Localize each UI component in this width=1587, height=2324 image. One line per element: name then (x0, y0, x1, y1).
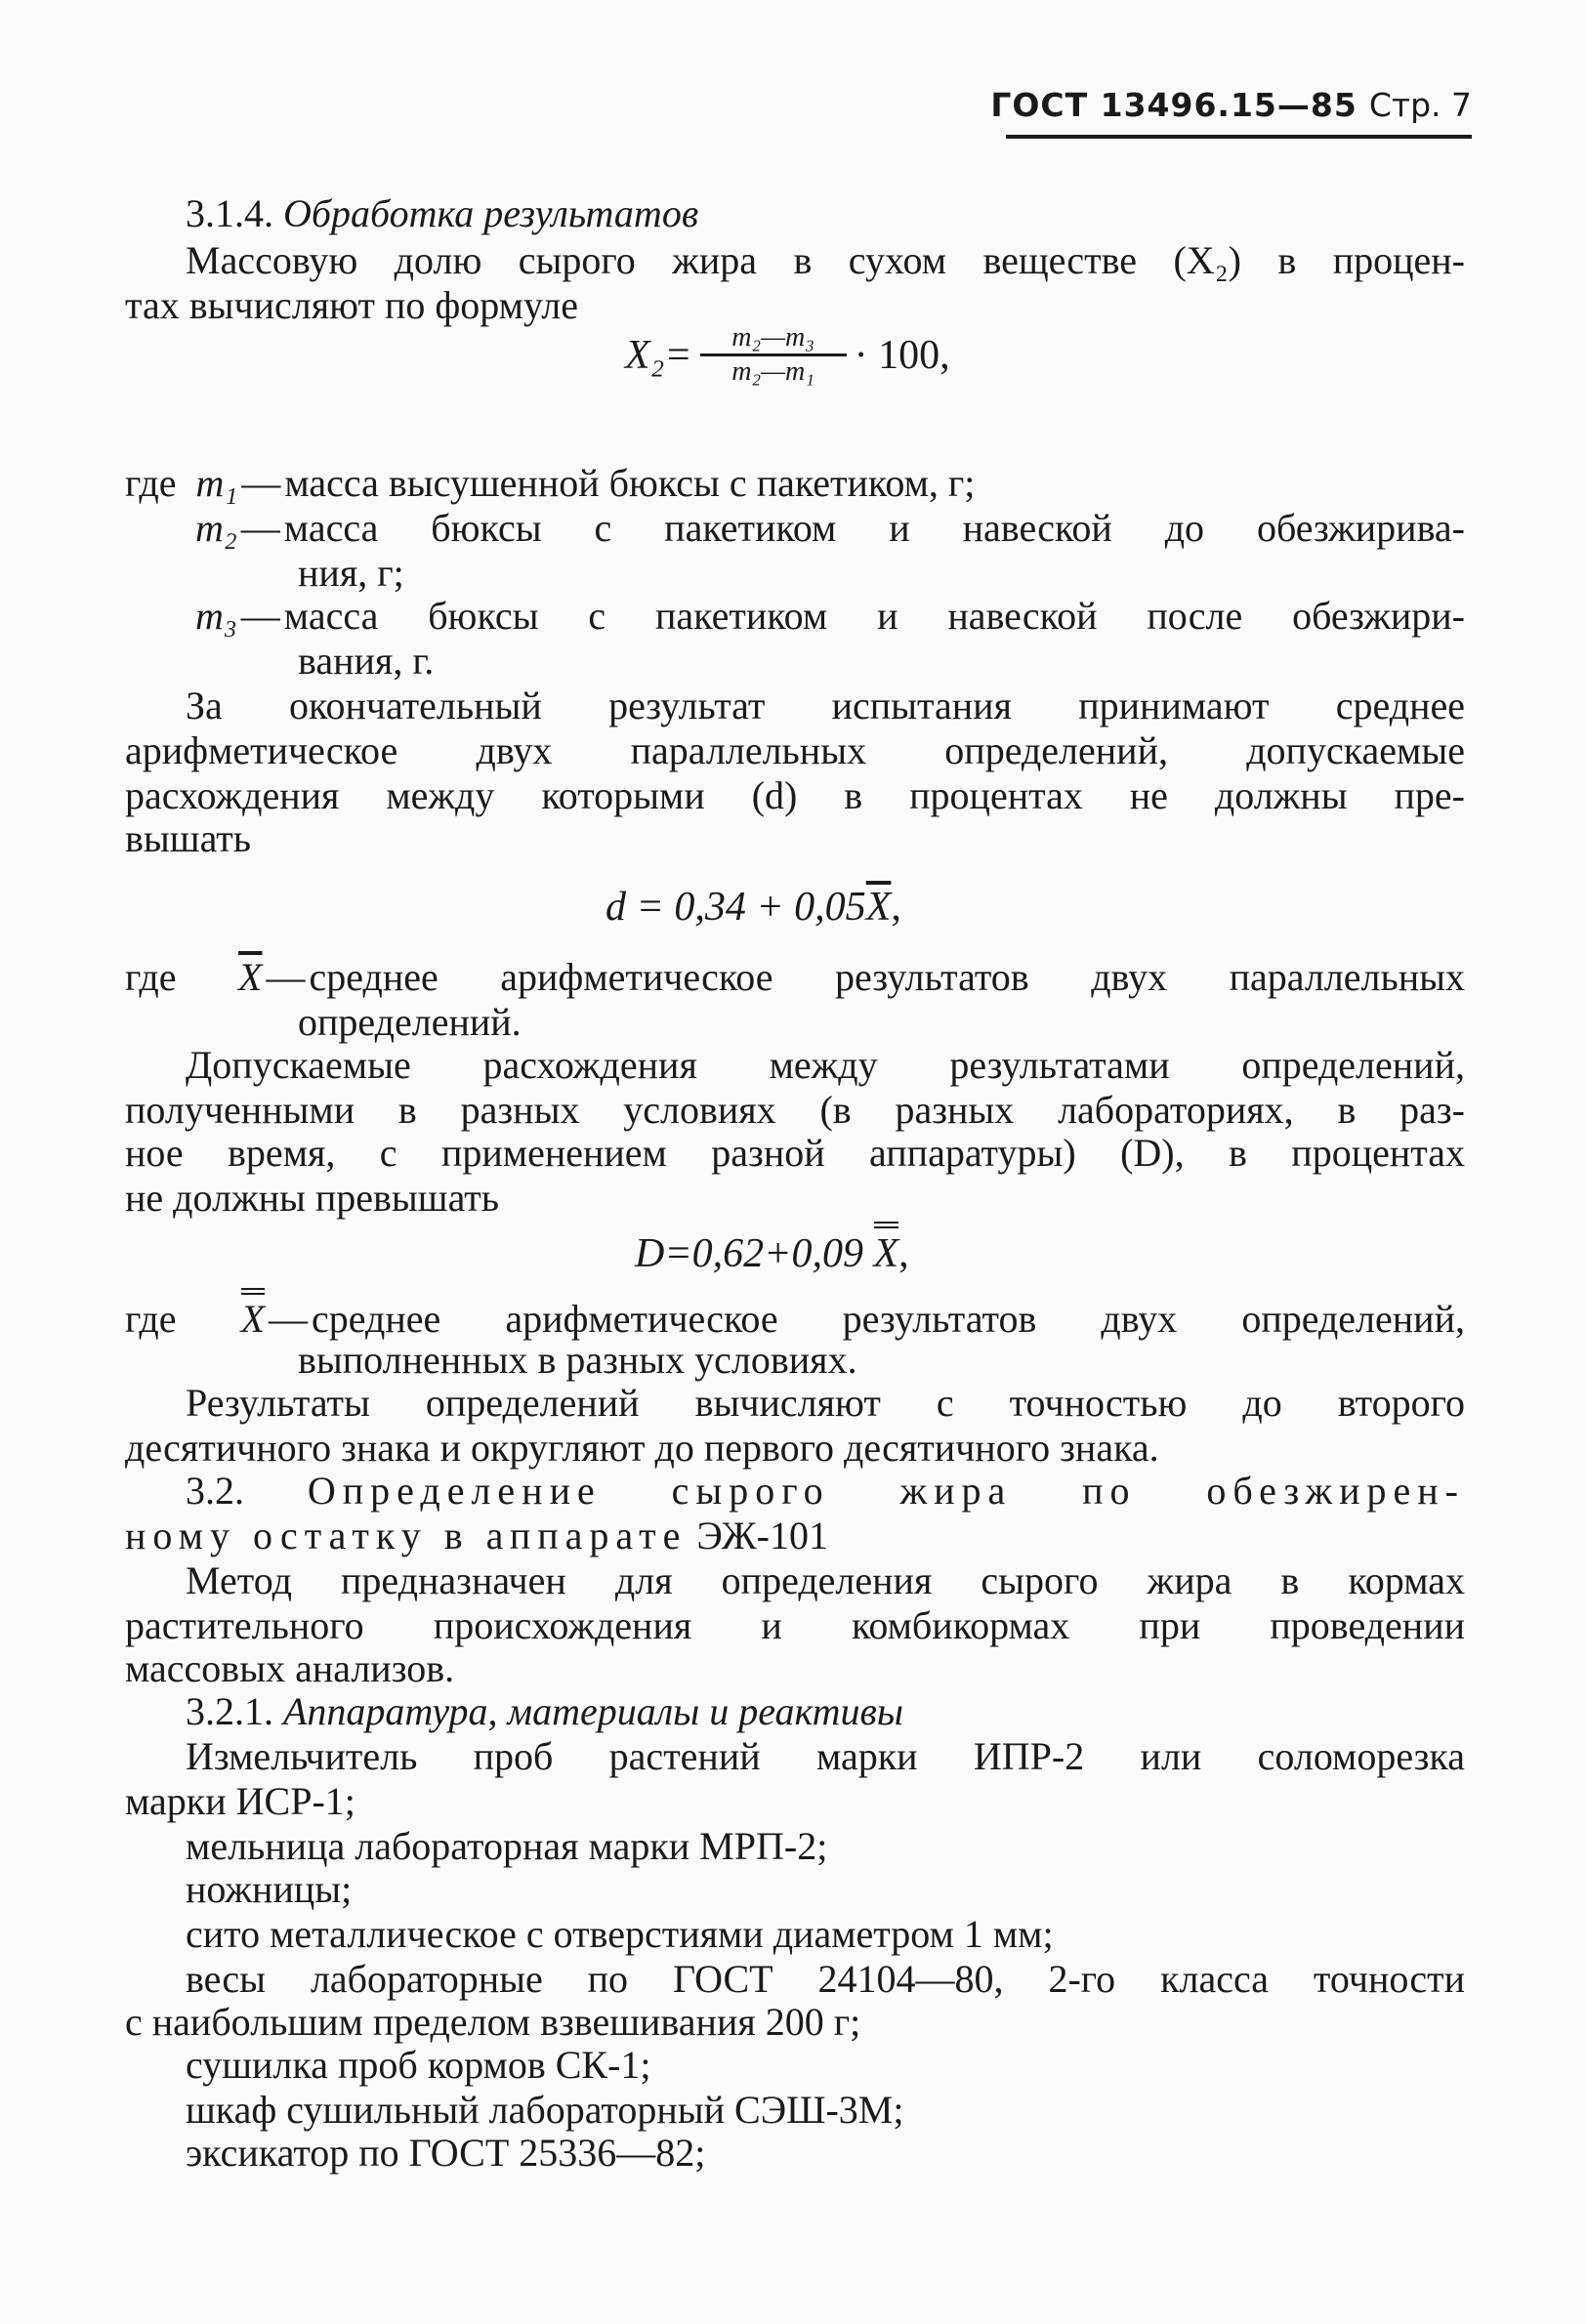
legend-item: где $\overline{X}$ — среднее арифметическое результатов двух параллельных (125, 955, 1466, 999)
page-number: Стр. 7 (1368, 86, 1472, 124)
list-item: сушилка проб кормов СК-1; (186, 2043, 651, 2087)
paragraph-line: десятичного знака и округляют до первого десятичного знака. (125, 1426, 1159, 1470)
paragraph-line: не должны превышать (125, 1176, 500, 1220)
paragraph-line: растительного происхождения и комбикормах при проведении (125, 1603, 1465, 1647)
legend-item: m₃ — масса бюксы с пакетиком и навеской после обезжири- (195, 594, 1465, 638)
legend-continuation: ния, г; (298, 551, 404, 595)
paragraph-line: За окончательный результат испытания принимают среднее (186, 684, 1465, 727)
paragraph-line: расхождения между которыми (d) в процентах не должны пре- (125, 773, 1465, 817)
list-item: весы лабораторные по ГОСТ 24104—80, 2-го класса точности (186, 1957, 1465, 2001)
section-3-1-4-heading: 3.1.4. Обработка результатов (186, 191, 699, 235)
paragraph-line: вышать (125, 816, 252, 860)
legend-item: m₂ — масса бюксы с пакетиком и навеской до обезжирива- (195, 506, 1465, 550)
list-item: марки ИСР-1; (125, 1779, 355, 1823)
paragraph-line: ное время, с применением разной аппаратуры) (D), в процентах (125, 1131, 1465, 1175)
legend-item: где X — среднее арифметическое результатов двух определений, (125, 1293, 1465, 1342)
section-3-2-heading-continuation: ному остатку в аппарате ЭЖ-101 (125, 1514, 828, 1557)
legend-continuation: определений. (298, 1000, 522, 1044)
list-item: эксикатор по ГОСТ 25336—82; (186, 2131, 706, 2175)
page-header (990, 86, 1472, 124)
list-item: сито металлическое с отверстиями диаметром 1 мм; (186, 1912, 1054, 1956)
standard-code: ГОСТ 13496.15—85 (990, 86, 1357, 124)
list-item: шкаф сушильный лабораторный СЭШ-3М; (186, 2088, 904, 2132)
formula-D: D=0,62+0,09 X, (635, 1226, 909, 1277)
paragraph-line: Массовую долю сырого жира в сухом веществе (X₂) в процен- (186, 238, 1465, 282)
list-item: мельница лабораторная марки МРП-2; (186, 1824, 828, 1868)
formula-fraction (700, 322, 847, 388)
formula-x2 (625, 322, 950, 388)
paragraph-line: Результаты определений вычисляют с точностью до второго (186, 1381, 1465, 1425)
section-3-2-1-heading: 3.2.1. Аппаратура, материалы и реактивы (186, 1689, 903, 1733)
paragraph-line: Допускаемые расхождения между результатами определений, (186, 1043, 1465, 1087)
list-item: с наибольшим пределом взвешивания 200 г; (125, 2000, 861, 2044)
fraction-numerator: m₂—m₃ (731, 322, 815, 353)
header-rule (1006, 135, 1472, 139)
fraction-denominator: m₂—m₁ (731, 356, 815, 387)
paragraph-line: Метод предназначен для определения сырого жира в кормах (186, 1558, 1465, 1602)
formula-rhs: · 100, (854, 332, 950, 378)
section-3-2-heading: 3.2. Определение сырого жира по обезжирен- (186, 1469, 1465, 1513)
paragraph-line: массовых анализов. (125, 1646, 455, 1690)
formula-lhs: X₂= (625, 332, 692, 378)
list-item: ножницы; (186, 1867, 353, 1911)
legend-item: где m₁ — масса высушенной бюксы с пакетиком, г; (125, 461, 976, 505)
legend-continuation: выполненных в разных условиях. (298, 1338, 857, 1382)
paragraph-line: тах вычисляют по формуле (125, 283, 578, 327)
legend-continuation: вания, г. (298, 639, 435, 683)
paragraph-line: арифметическое двух параллельных определений, допускаемые (125, 728, 1465, 772)
formula-d: $d = 0,34 + 0,05\overline{X}$, (606, 885, 901, 930)
paragraph-line: полученными в разных условиях (в разных лабораториях, в раз- (125, 1088, 1465, 1132)
list-item: Измельчитель проб растений марки ИПР-2 или соломорезка (186, 1734, 1465, 1778)
